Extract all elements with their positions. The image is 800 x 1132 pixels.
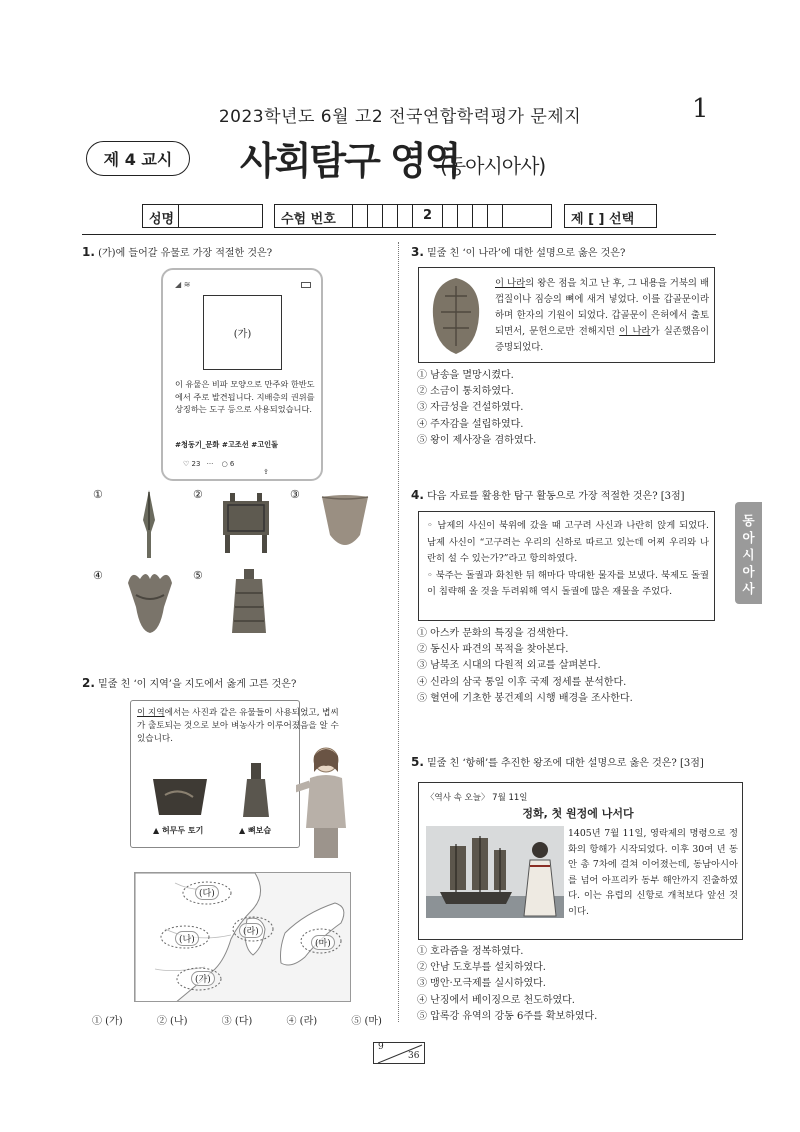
side-tab-char: 사 bbox=[742, 581, 755, 596]
digit-cell[interactable] bbox=[443, 205, 458, 227]
digit-cell[interactable] bbox=[353, 205, 368, 227]
map-label: (라) bbox=[239, 923, 263, 938]
passage-emphasis: 이 나라 bbox=[619, 326, 651, 337]
q2-heading bbox=[82, 676, 296, 692]
q1-choice-4[interactable]: ④ bbox=[93, 569, 103, 582]
q5-choice[interactable]: ① 호라즘을 정복하였다. bbox=[417, 946, 524, 957]
digit-cell: 2 bbox=[413, 205, 443, 227]
q4-choice[interactable]: ④ 신라의 삼국 통일 이후 국제 정세를 분석한다. bbox=[417, 676, 627, 688]
q3-choice[interactable]: ① 남송을 멸망시켰다. bbox=[417, 370, 514, 381]
pointed-pottery-icon bbox=[320, 493, 370, 555]
side-tab-char: 아 bbox=[742, 564, 755, 579]
side-tab-char: 시 bbox=[742, 547, 755, 562]
q4-source-box bbox=[418, 511, 715, 621]
passage-text: 의 왕은 점을 치고 난 후, 그 내용을 거북의 배 껍질이나 짐승의 뼈에 새겨 넣었다. 이를 갑골문이라 하며 한자의 기원이 되었다. 갑골문이 은허에서 출토되면서, 문헌으로만 전해지던 bbox=[495, 278, 710, 337]
map-label: (가) bbox=[191, 971, 215, 986]
map-label: (나) bbox=[175, 931, 199, 946]
name-box[interactable] bbox=[142, 204, 263, 228]
news-body: 1405년 7월 11일, 영락제의 명령으로 정화의 항해가 시작되었다. 이후 30여 년 동안 총 7차에 걸쳐 이어졌는데, 동남아시아를 넘어 아프리카 동부 해안까지 진출하였다. 이는 유럽의 신항로 개척보다 앞선 것이다. bbox=[568, 828, 738, 917]
q3-choice[interactable]: ③ 자금성을 건설하였다. bbox=[417, 402, 524, 414]
q3-passage-box bbox=[418, 267, 715, 363]
digit-cell[interactable] bbox=[368, 205, 383, 227]
digit-cell[interactable] bbox=[383, 205, 398, 227]
column-divider bbox=[398, 242, 399, 1022]
q4-choice[interactable]: ① 아스카 문화의 특징을 검색한다. bbox=[417, 628, 569, 639]
q3-passage bbox=[495, 276, 709, 356]
q5-choice[interactable]: ② 안남 도호부를 설치하였다. bbox=[417, 962, 546, 974]
bone-plough-icon bbox=[241, 763, 271, 819]
q1-choice-5[interactable]: ⑤ bbox=[193, 569, 203, 582]
q5-choice[interactable]: ③ 맹안·모극제를 실시하였다. bbox=[417, 978, 546, 990]
q2-question: 밑줄 친 ‘이 지역’을 지도에서 옳게 고른 것은? bbox=[98, 679, 297, 690]
map-label: (다) bbox=[195, 885, 219, 900]
q4-bullet: ◦ 남제의 사신이 북위에 갔을 때 고구려 사신과 나란히 앉게 되었다. 남제 사신이 “고구려는 우리의 신하로 따르고 있는데 어찌 우리와 나란히 설 수 있는가?”라고 항의하였다. bbox=[427, 520, 709, 564]
subject-title: 사회탐구 영역 bbox=[240, 139, 460, 183]
q1-question: (가)에 들어갈 유물로 가장 적절한 것은? bbox=[98, 248, 273, 259]
q1-heading bbox=[82, 245, 272, 261]
q4-choice[interactable]: ③ 남북조 시대의 다원적 외교를 살펴본다. bbox=[417, 660, 601, 672]
current-page: 9 bbox=[378, 1042, 384, 1052]
q4-choice[interactable]: ② 동신사 파견의 목적을 찾아본다. bbox=[417, 644, 569, 656]
hemudu-pottery-icon bbox=[151, 773, 209, 819]
q3-choices bbox=[417, 368, 536, 449]
flame-pottery-icon bbox=[120, 569, 180, 635]
digit-cell[interactable] bbox=[458, 205, 473, 227]
passage-emphasis: 이 나라 bbox=[495, 278, 526, 289]
bronze-ding-vessel-icon bbox=[220, 493, 272, 555]
subject-subtitle: (동아시아사) bbox=[440, 154, 546, 178]
name-label: 성명 bbox=[143, 205, 179, 227]
artifact-photo-placeholder bbox=[203, 295, 282, 370]
q5-question: 밑줄 친 ‘항해’를 추진한 왕조에 대한 설명으로 옳은 것은? [3점] bbox=[427, 758, 704, 769]
total-pages: 36 bbox=[408, 1051, 420, 1061]
q3-question: 밑줄 친 ‘이 나라’에 대한 설명으로 옳은 것은? bbox=[427, 248, 626, 259]
map-label: (마) bbox=[311, 935, 335, 950]
caption-plough: ▲ 뼈보습 bbox=[239, 826, 272, 835]
page-number: 1 bbox=[692, 94, 709, 124]
comments-count: 6 bbox=[229, 460, 235, 468]
east-asia-map bbox=[134, 872, 351, 1002]
more-icon: ··· bbox=[206, 460, 214, 468]
header-rule bbox=[82, 234, 716, 235]
digit-cell[interactable] bbox=[398, 205, 413, 227]
q4-choice[interactable]: ⑤ 혈연에 기초한 봉건제의 시행 배경을 조사한다. bbox=[417, 692, 633, 704]
speech-text: 에서는 사진과 같은 유물들이 사용되었고, 볍씨가 출토되는 것으로 보아 벼농사가 이루어졌음을 알 수 있습니다. bbox=[137, 708, 339, 744]
bronze-spear-icon bbox=[138, 490, 160, 560]
q1-number: 1. bbox=[82, 245, 95, 259]
subject-side-tab bbox=[735, 502, 762, 604]
oracle-bone-icon bbox=[427, 276, 485, 356]
teacher-figure-icon bbox=[296, 744, 356, 864]
phone-mockup bbox=[161, 268, 323, 481]
q5-choice[interactable]: ⑤ 압록강 유역의 강동 6주를 확보하였다. bbox=[417, 1010, 598, 1022]
teacher-speech bbox=[137, 707, 347, 746]
post-stats bbox=[183, 460, 321, 476]
q5-heading bbox=[411, 755, 704, 771]
q3-choice[interactable]: ④ 주자감을 설립하였다. bbox=[417, 418, 524, 430]
q1-choice-1[interactable]: ① bbox=[93, 488, 103, 501]
photo-label: (가) bbox=[233, 329, 252, 340]
speech-emphasis: 이 지역 bbox=[137, 708, 165, 718]
signal-icon: ◢ ≋ bbox=[175, 280, 191, 289]
exam-number-label: 수험 번호 bbox=[275, 205, 353, 227]
q2-presentation-board bbox=[130, 700, 339, 848]
q4-bullet: ◦ 북주는 돌궐과 화친한 뒤 해마다 막대한 물자를 보냈다. 북제도 돌궐이 침략해 올 것을 두려워해 역시 돌궐에 많은 재물을 주었다. bbox=[427, 569, 709, 597]
q5-choice[interactable]: ④ 난징에서 베이징으로 천도하였다. bbox=[417, 994, 575, 1006]
q4-question: 다음 자료를 활용한 탐구 활동으로 가장 적절한 것은? [3점] bbox=[427, 491, 685, 502]
q4-choices bbox=[417, 626, 633, 707]
bronze-bell-icon bbox=[230, 569, 268, 635]
q1-choice-2[interactable]: ② bbox=[193, 488, 203, 501]
digit-cell[interactable] bbox=[503, 205, 523, 227]
period-badge: 제 4 교시 bbox=[86, 141, 190, 176]
q4-number: 4. bbox=[411, 488, 424, 502]
comment-icon: ○ bbox=[221, 460, 228, 468]
caption-pottery: ▲ 허무두 토기 bbox=[153, 826, 204, 835]
share-icon: ⇪ bbox=[263, 468, 269, 476]
q3-choice[interactable]: ⑤ 왕이 제사장을 겸하였다. bbox=[417, 434, 537, 446]
choice-box[interactable] bbox=[564, 204, 657, 228]
q2-choice[interactable]: ① (가) bbox=[92, 1016, 123, 1027]
digit-cell[interactable] bbox=[488, 205, 503, 227]
choice-label: 제 [ ] 선택 bbox=[571, 212, 635, 227]
q3-number: 3. bbox=[411, 245, 424, 259]
passage-text: 가 실존했음이 증명되었다. bbox=[495, 326, 709, 353]
q5-number: 5. bbox=[411, 755, 424, 769]
post-hashtags: #청동기_문화 #고조선 #고인돌 bbox=[175, 440, 279, 449]
q2-choice[interactable]: ③ (다) bbox=[221, 1016, 253, 1027]
news-headline: 정화, 첫 원정에 나서다 bbox=[522, 807, 634, 820]
post-text: 이 유물은 비파 모양으로 만주와 한반도에서 주로 발견됩니다. 지배층의 권위를 상징하는 도구 등으로 사용되었습니다. bbox=[175, 379, 315, 414]
treasure-ship-illustration bbox=[426, 826, 564, 918]
q2-choice[interactable]: ④ (라) bbox=[286, 1016, 318, 1027]
q2-choice[interactable]: ② (나) bbox=[156, 1016, 188, 1027]
q2-number: 2. bbox=[82, 676, 95, 690]
battery-icon bbox=[301, 282, 311, 288]
exam-title: 2023학년도 6월 고2 전국연합학력평가 문제지 bbox=[218, 107, 582, 127]
digit-cell[interactable] bbox=[473, 205, 488, 227]
news-tag: 〈역사 속 오늘〉 7월 11일 bbox=[426, 793, 528, 803]
q1-choice-3[interactable]: ③ bbox=[290, 488, 300, 501]
q4-source-text bbox=[427, 518, 709, 601]
side-tab-char: 아 bbox=[742, 530, 755, 545]
q4-heading bbox=[411, 488, 685, 504]
q2-choice[interactable]: ⑤ (마) bbox=[351, 1016, 382, 1027]
q3-choice[interactable]: ② 소금이 통치하였다. bbox=[417, 386, 514, 398]
q2-choices bbox=[92, 1012, 382, 1027]
exam-number-box[interactable] bbox=[274, 204, 552, 228]
q3-heading bbox=[411, 245, 625, 261]
q5-choices bbox=[417, 944, 597, 1025]
side-tab-char: 동 bbox=[742, 513, 755, 528]
likes-count: ♡ 23 bbox=[183, 460, 201, 468]
